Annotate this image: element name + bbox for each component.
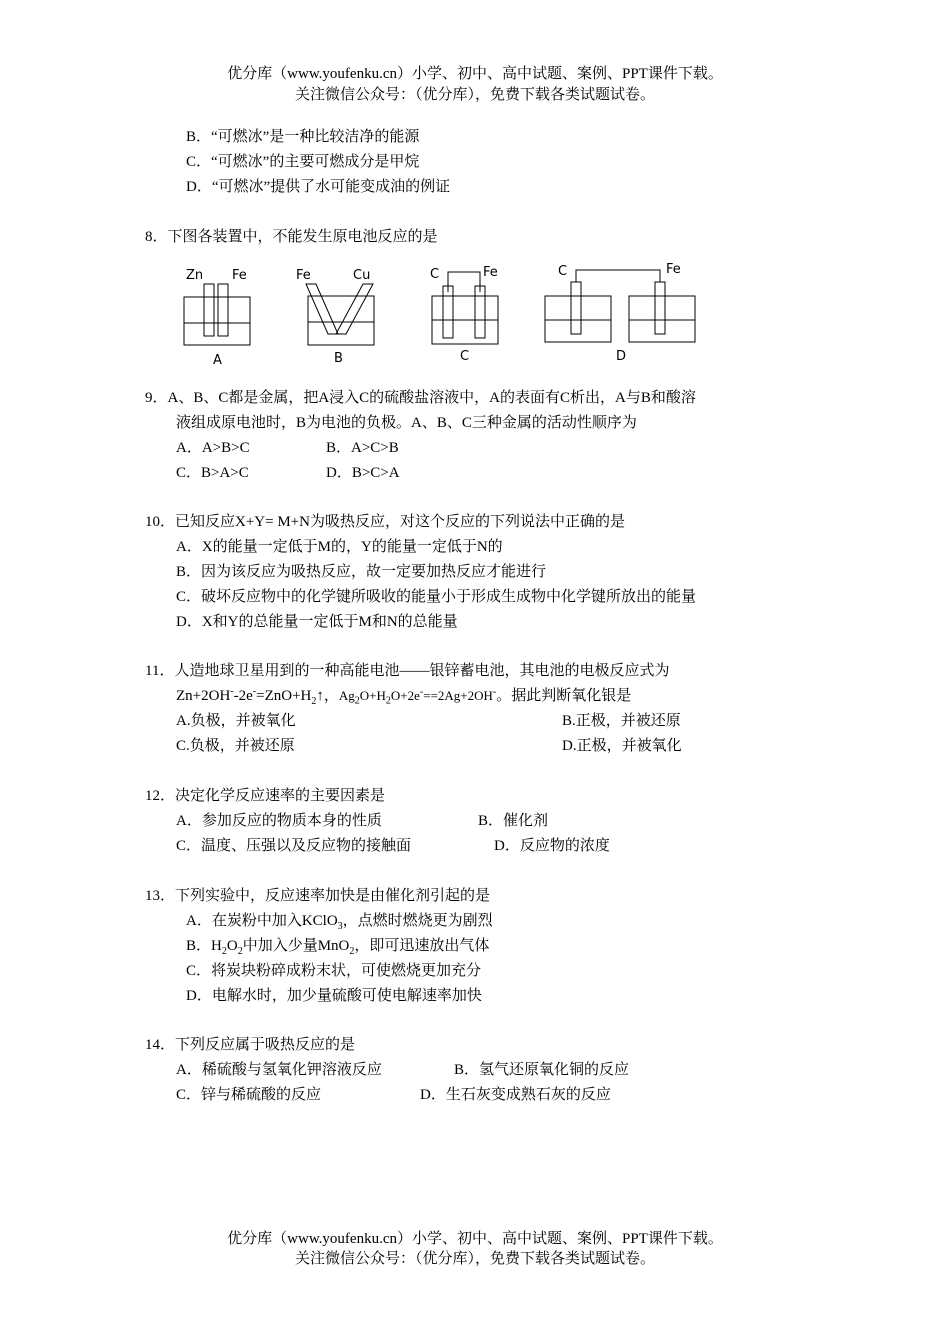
- electrode-b-left: [306, 284, 338, 334]
- q10-option-a: A．X的能量一定低于M的，Y的能量一定低于N的: [176, 539, 503, 555]
- q9-option-c: C．B>A>C: [176, 465, 249, 481]
- electrode-b-right: [336, 284, 373, 334]
- label-a-right: Fe: [232, 268, 247, 283]
- q10-option-d: D．X和Y的总能量一定低于M和N的总能量: [176, 614, 458, 630]
- beaker-a: [184, 297, 250, 345]
- q14-option-b: B．氢气还原氧化铜的反应: [454, 1062, 630, 1078]
- beaker-d-left: [545, 296, 611, 342]
- electrode-c-right: [475, 286, 485, 338]
- q12-option-b: B．催化剂: [478, 813, 549, 829]
- q9-option-a: A．A>B>C: [176, 440, 250, 456]
- label-d-right: Fe: [666, 262, 681, 277]
- electrode-c-left: [443, 286, 453, 338]
- q14-option-d: D．生石灰变成熟石灰的反应: [420, 1087, 611, 1103]
- q13-option-a: A．在炭粉中加入KClO$_3$，点燃时燃烧更为剧烈: [186, 913, 493, 932]
- apparatus-c: [430, 265, 498, 364]
- q8-stem: 8．下图各装置中，不能发生原电池反应的是: [145, 229, 438, 245]
- q11-option-a: A.负极，并被氧化: [176, 713, 296, 729]
- apparatus-a: [184, 268, 250, 368]
- q7-option-c: C．“可燃冰”的主要可燃成分是甲烷: [186, 154, 420, 170]
- q14-stem: 14．下列反应属于吸热反应的是: [145, 1037, 356, 1053]
- q14-option-a: A．稀硫酸与氢氧化钾溶液反应: [176, 1062, 382, 1078]
- q9-option-b: B．A>C>B: [326, 440, 399, 456]
- caption-b: B: [334, 351, 343, 366]
- q11-option-b: B.正极，并被还原: [562, 713, 681, 729]
- label-b-left: Fe: [296, 268, 311, 283]
- q12-option-d: D．反应物的浓度: [494, 838, 610, 854]
- label-a-left: Zn: [186, 268, 204, 283]
- label-c-right: Fe: [483, 265, 498, 280]
- q12-option-a: A．参加反应的物质本身的性质: [176, 813, 382, 829]
- q14-option-c: C．锌与稀硫酸的反应: [176, 1087, 322, 1103]
- q11-option-c: C.负极，并被还原: [176, 738, 295, 754]
- q13-option-d: D．电解水时，加少量硫酸可使电解速率加快: [186, 988, 482, 1004]
- footer-line-1: 优分库（www.youfenku.cn）小学、初中、高中试题、案例、PPT课件下载。: [227, 1231, 723, 1247]
- q12-option-c: C．温度、压强以及反应物的接触面: [176, 838, 412, 854]
- q10-stem: 10．已知反应X+Y= M+N为吸热反应，对这个反应的下列说法中正确的是: [145, 514, 625, 530]
- footer-line-2: 关注微信公众号：（优分库），免费下载各类试题试卷。: [294, 1251, 655, 1267]
- q13-stem: 13．下列实验中，反应速率加快是由催化剂引起的是: [145, 888, 491, 904]
- electrode-d-right: [655, 282, 665, 334]
- beaker-b: [308, 296, 374, 345]
- q9-stem-line-2: 液组成原电池时，B为电池的负极。A、B、C三种金属的活动性顺序为: [176, 415, 637, 431]
- q10-option-b: B．因为该反应为吸热反应，故一定要加热反应才能进行: [176, 564, 547, 580]
- q8-figure: [170, 258, 710, 370]
- label-d-left: C: [558, 264, 568, 279]
- electrode-a-left: [204, 284, 214, 336]
- q11-option-d: D.正极，并被氧化: [562, 738, 682, 754]
- electrode-a-right: [218, 284, 228, 336]
- q7-option-d: D．“可燃冰”提供了水可能变成油的例证: [186, 179, 451, 195]
- label-c-left: C: [430, 267, 440, 282]
- label-b-right: Cu: [353, 268, 371, 283]
- caption-d: D: [616, 349, 627, 364]
- caption-a: A: [213, 353, 222, 368]
- beaker-d-right: [629, 296, 695, 342]
- caption-c: C: [460, 349, 470, 364]
- electrode-d-left: [571, 282, 581, 334]
- q12-stem: 12．决定化学反应速率的主要因素是: [145, 788, 386, 804]
- header-line-2: 关注微信公众号：（优分库），免费下载各类试题试卷。: [294, 87, 655, 103]
- q11-stem: 11．人造地球卫星用到的一种高能电池——银锌蓄电池，其电池的电极反应式为: [145, 663, 670, 679]
- q13-option-c: C．将炭块粉碎成粉末状，可使燃烧更加充分: [186, 963, 482, 979]
- q9-option-d: D．B>C>A: [326, 465, 400, 481]
- apparatus-d: [545, 262, 695, 364]
- header-line-1: 优分库（www.youfenku.cn）小学、初中、高中试题、案例、PPT课件下载。: [227, 66, 723, 82]
- q11-equation: $Zn+2OH^--2e^-=ZnO+H_2↑$，$Ag_2O+H_2O+2e^-==2Ag+2OH^-$。据此判断氧化银是: [176, 686, 632, 707]
- apparatus-b: [296, 268, 374, 366]
- q9-stem-line-1: 9．A、B、C都是金属，把A浸入C的硫酸盐溶液中，A的表面有C析出，A与B和酸溶: [145, 390, 696, 406]
- wire-d: [576, 270, 660, 282]
- q7-option-b: B．“可燃冰”是一种比较洁净的能源: [186, 129, 420, 145]
- q13-option-b: B．$H_2O_2$中加入少量MnO$_2$，即可迅速放出气体: [186, 938, 490, 957]
- q10-option-c: C．破坏反应物中的化学键所吸收的能量小于形成生成物中化学键所放出的能量: [176, 589, 697, 605]
